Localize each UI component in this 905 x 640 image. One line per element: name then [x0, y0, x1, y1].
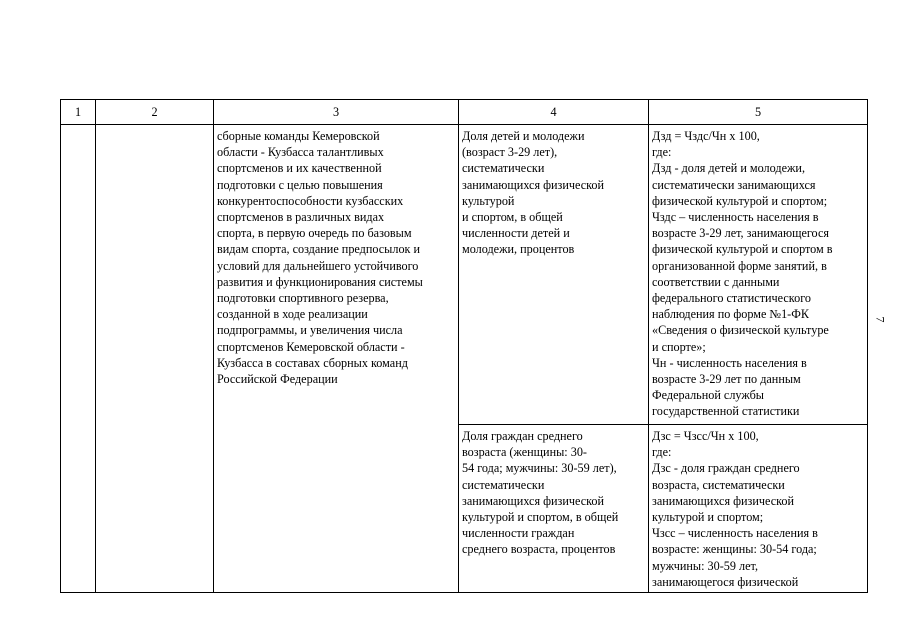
text-line: физической культурой и спортом; — [652, 193, 828, 208]
page-number: 7 — [873, 316, 888, 323]
text-line: возрасте 3-29 лет, занимающегося — [652, 226, 829, 241]
text-line: развития и функционирования системы — [217, 274, 423, 289]
text-line: Чн - численность населения в — [652, 355, 807, 370]
header-col-3: 3 — [214, 100, 459, 125]
text-line: занимающегося физической — [652, 574, 799, 589]
text-line: Федеральной службы — [652, 388, 764, 403]
text-line: Дзд = Чздс/Чн x 100, — [652, 129, 760, 143]
text-line: Чзсс – численность населения в — [652, 526, 818, 541]
text-line: занимающихся физической — [462, 493, 605, 508]
text-line: Дзс - доля граждан среднего — [652, 461, 800, 476]
text-line: численности детей и — [462, 226, 570, 241]
text-line: видам спорта, создание предпосылок и — [217, 242, 421, 257]
header-col-2: 2 — [96, 100, 214, 125]
text-line: Дзд - доля детей и молодежи, — [652, 161, 805, 176]
text-line: мужчины: 30-59 лет, — [652, 558, 758, 573]
text-line: культурой и спортом, в общей — [462, 510, 619, 525]
text-line: молодежи, процентов — [462, 242, 575, 257]
text-line: государственной статистики — [652, 404, 800, 419]
text-line: подпрограммы, и увеличения числа — [217, 323, 403, 338]
text-line: и спорте»; — [652, 339, 706, 354]
text-line: созданной в ходе реализации — [217, 307, 368, 322]
text-line: Доля граждан среднего — [462, 429, 583, 443]
header-col-1: 1 — [61, 100, 96, 125]
header-col-4: 4 — [459, 100, 649, 125]
text-line: занимающихся физической — [652, 493, 795, 508]
text-line: систематически — [462, 161, 545, 176]
text-line: подготовки с целью повышения — [217, 177, 383, 192]
text-line: организованной форме занятий, в — [652, 258, 827, 273]
formula-cell-children — [649, 125, 868, 425]
table-row — [61, 125, 868, 425]
text-line: численности граждан — [462, 526, 575, 541]
text-line: Дзс = Чзсс/Чн x 100, — [652, 429, 759, 443]
text-line: среднего возраста, процентов — [462, 542, 616, 557]
text-line: (возраст 3-29 лет), — [462, 145, 558, 160]
text-line: систематически — [462, 477, 545, 492]
text-line: области - Кузбасса талантливых — [217, 145, 384, 160]
text-line: возраста (женщины: 30- — [462, 445, 587, 460]
indicator-table — [60, 99, 868, 593]
text-line: Доля детей и молодежи — [462, 129, 585, 143]
text-line: наблюдения по форме №1-ФК — [652, 307, 809, 322]
objective-cell — [214, 125, 459, 593]
text-line: Чздс – численность населения в — [652, 210, 819, 225]
text-line: физической культурой и спортом в — [652, 242, 833, 257]
text-line: культурой — [462, 193, 515, 208]
formula-cell-middle-age — [649, 425, 868, 593]
text-line: где: — [652, 145, 672, 160]
text-line: Кузбасса в составах сборных команд — [217, 355, 408, 370]
text-line: 54 года; мужчины: 30-59 лет), — [462, 461, 617, 476]
header-row — [61, 100, 868, 125]
text-line: спортсменов Кемеровской области - — [217, 339, 405, 354]
text-line: спортсменов и их качественной — [217, 161, 382, 176]
text-line: занимающихся физической — [462, 177, 605, 192]
text-line: Российской Федерации — [217, 372, 338, 387]
text-line: спорта, в первую очередь по базовым — [217, 226, 412, 241]
text-line: «Сведения о физической культуре — [652, 323, 829, 338]
header-col-5: 5 — [649, 100, 868, 125]
text-line: возраста, систематически — [652, 477, 785, 492]
program-cell — [96, 125, 214, 593]
text-line: возрасте: женщины: 30-54 года; — [652, 542, 817, 557]
text-line: федерального статистического — [652, 291, 811, 306]
text-line: условий для дальнейшего устойчивого — [217, 258, 419, 273]
text-line: где: — [652, 445, 672, 460]
text-line: систематически занимающихся — [652, 177, 816, 192]
text-line: подготовки спортивного резерва, — [217, 291, 389, 306]
text-line: возрасте 3-29 лет по данным — [652, 372, 801, 387]
indicator-cell-middle-age — [459, 425, 649, 593]
text-line: соответствии с данными — [652, 274, 780, 289]
text-line: сборные команды Кемеровской — [217, 129, 380, 143]
row-number-cell — [61, 125, 96, 593]
text-line: конкурентоспособности кузбасских — [217, 193, 404, 208]
indicator-cell-children — [459, 125, 649, 425]
text-line: и спортом, в общей — [462, 210, 563, 225]
text-line: культурой и спортом; — [652, 510, 764, 525]
text-line: спортсменов в различных видах — [217, 210, 385, 225]
